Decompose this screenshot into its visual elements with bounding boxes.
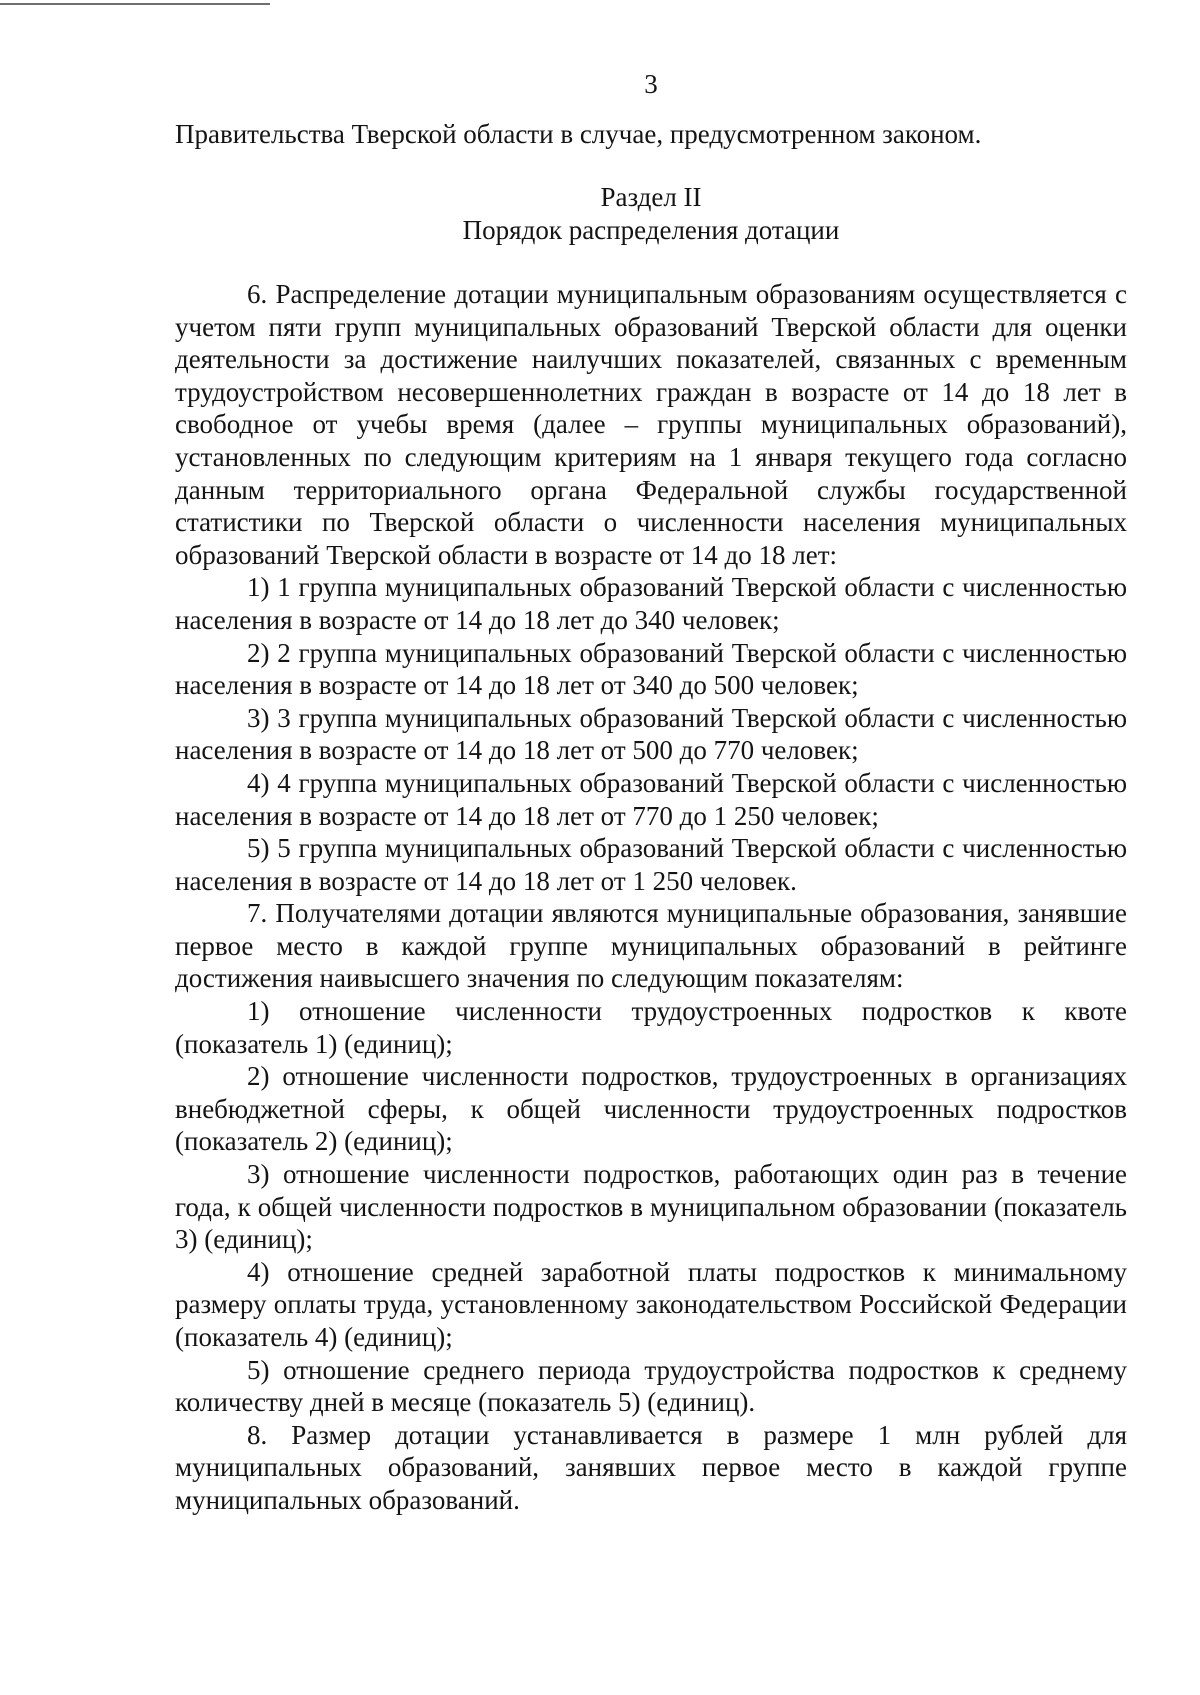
document-body (175, 278, 1127, 1517)
top-edge-rule (0, 3, 270, 5)
list-item-indicator-3: 3) отношение численности подростков, работающих один раз в течение года, к общей численности подростков в муниципальном образовании (показатель 3) (единиц); (175, 1159, 1127, 1255)
section-number: Раздел II (600, 182, 702, 212)
list-item-group-2: 2) 2 группа муниципальных образований Тверской области с численностью населения в возрасте от 14 до 18 лет от 340 до 500 человек; (175, 637, 1127, 701)
list-item-indicator-4: 4) отношение средней заработной платы подростков к минимальному размеру оплаты труда, установленному законодательством Российской Федерации (показатель 4) (единиц); (175, 1256, 1127, 1352)
paragraph-8: 8. Размер дотации устанавливается в размере 1 млн рублей для муниципальных образований, занявших первое место в каждой группе муниципальных образований. (175, 1419, 1127, 1515)
section-title: Порядок распределения дотации (462, 215, 840, 245)
list-item-group-1: 1) 1 группа муниципальных образований Тверской области с численностью населения в возрасте от 14 до 18 лет до 340 человек; (175, 572, 1127, 635)
paragraph-6: 6. Распределение дотации муниципальным образованиям осуществляется с учетом пяти групп муниципальных образований Тверской области для оценки деятельности за достижение наилучших показателей, связанных с временным трудоустройством несовершеннолетних граждан в возрасте от 14 до 18 лет в свободное от учебы время (далее – группы муниципальных образований), установленных по следующим критериям на 1 января текущего года согласно данным территориального органа Федеральной службы государственной статистики по Тверской области о численности населения муниципальных образований Тверской области в возрасте от 14 до 18 лет: (175, 279, 1127, 570)
page-number: 3 (644, 69, 658, 99)
list-item-group-3: 3) 3 группа муниципальных образований Тверской области с численностью населения в возрасте от 14 до 18 лет от 500 до 770 человек; (175, 702, 1127, 766)
list-item-group-5: 5) 5 группа муниципальных образований Тверской области с численностью населения в возрасте от 14 до 18 лет от 1 250 человек. (175, 833, 1127, 896)
list-item-group-4: 4) 4 группа муниципальных образований Тверской области с численностью населения в возрасте от 14 до 18 лет от 770 до 1 250 человек; (175, 767, 1127, 831)
list-item-indicator-2: 2) отношение численности подростков, трудоустроенных в организациях внебюджетной сферы, к общей численности трудоустроенных подростков (показатель 2) (единиц); (175, 1061, 1127, 1157)
continuation-paragraph: Правительства Тверской области в случае, предусмотренном законом. (175, 119, 982, 149)
paragraph-7: 7. Получателями дотации являются муниципальные образования, занявшие первое место в каждой группе муниципальных образований в рейтинге достижения наивысшего значения по следующим показателям: (175, 898, 1127, 994)
list-item-indicator-1: 1) отношение численности трудоустроенных подростков к квоте (показатель 1) (единиц); (175, 996, 1127, 1059)
list-item-indicator-5: 5) отношение среднего периода трудоустройства подростков к среднему количеству дней в месяце (показатель 5) (единиц). (175, 1354, 1127, 1418)
